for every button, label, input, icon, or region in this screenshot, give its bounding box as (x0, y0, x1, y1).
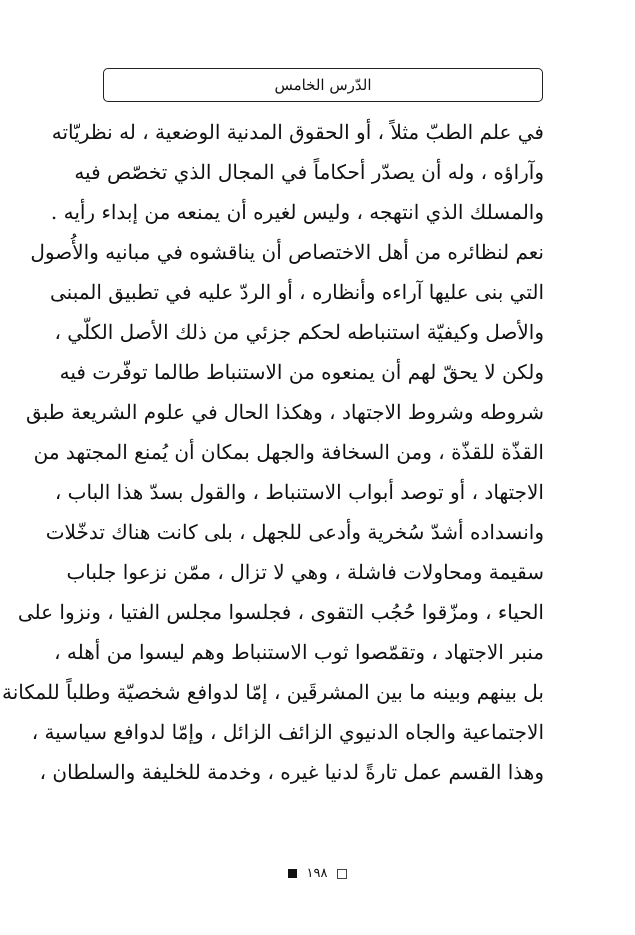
text-line: بل بينهم وبينه ما بين المشرقَين ، إمّا لدوافع شخصيّة وطلباً للمكانة (1, 680, 544, 704)
text-line: في علم الطبّ مثلاً ، أو الحقوق المدنية الوضعية ، له نظريّاته (51, 120, 544, 144)
text-line: وآراؤه ، وله أن يصدّر أحكاماً في المجال الذي تخصّص فيه (74, 160, 544, 184)
chapter-title: الدّرس الخامس (274, 76, 372, 94)
page-body (1, 112, 544, 792)
text-line: سقيمة ومحاولات فاشلة ، وهي لا تزال ، ممّن نزعوا جلباب (66, 560, 544, 584)
text-line: الاجتماعية والجاه الدنيوي الزائف الزائل ، وإمّا لدوافع سياسية ، (31, 720, 544, 744)
filled-square-icon (288, 869, 297, 878)
text-line: وهذا القسم عمل تارةً لدنيا غيره ، وخدمة للخليفة والسلطان ، (39, 760, 544, 784)
text-line: منبر الاجتهاد ، وتقمّصوا ثوب الاستنباط وهم ليسوا من أهله ، (54, 640, 544, 664)
text-line: والمسلك الذي انتهجه ، وليس لغيره أن يمنعه من إبداء رأيه . (50, 200, 544, 224)
text-line: وانسداده أشدّ سُخرية وأدعى للجهل ، بلى كانت هناك تدخّلات (45, 520, 544, 544)
text-line: الاجتهاد ، أو توصد أبواب الاستنباط ، والقول بسدّ هذا الباب ، (54, 480, 544, 504)
text-line: شروطه وشروط الاجتهاد ، وهكذا الحال في علوم الشريعة طبق (25, 400, 544, 424)
empty-square-icon (337, 869, 347, 879)
text-line: والأصل وكيفيّة استنباطه لحكم جزئي من ذلك الأصل الكلّي ، (54, 320, 544, 344)
text-line: التي بنى عليها آراءه وأنظاره ، أو الردّ عليه في تطبيق المبنى (49, 280, 544, 304)
text-line: ولكن لا يحقّ لهم أن يمنعوه من الاستنباط طالما توفّرت فيه (59, 360, 544, 384)
text-line: القذّة للقذّة ، ومن السخافة والجهل بمكان أن يُمنع المجتهد من (33, 440, 544, 464)
page-footer (0, 866, 635, 881)
text-line: نعم لنظائره من أهل الاختصاص أن يناقشوه في مبانيه والأُصول (30, 240, 544, 264)
page-number: ١٩٨ (306, 866, 328, 881)
chapter-header (103, 68, 543, 102)
text-line: الحياء ، ومزّقوا حُجُب التقوى ، فجلسوا مجلس الفتيا ، ونزوا على (17, 600, 544, 624)
